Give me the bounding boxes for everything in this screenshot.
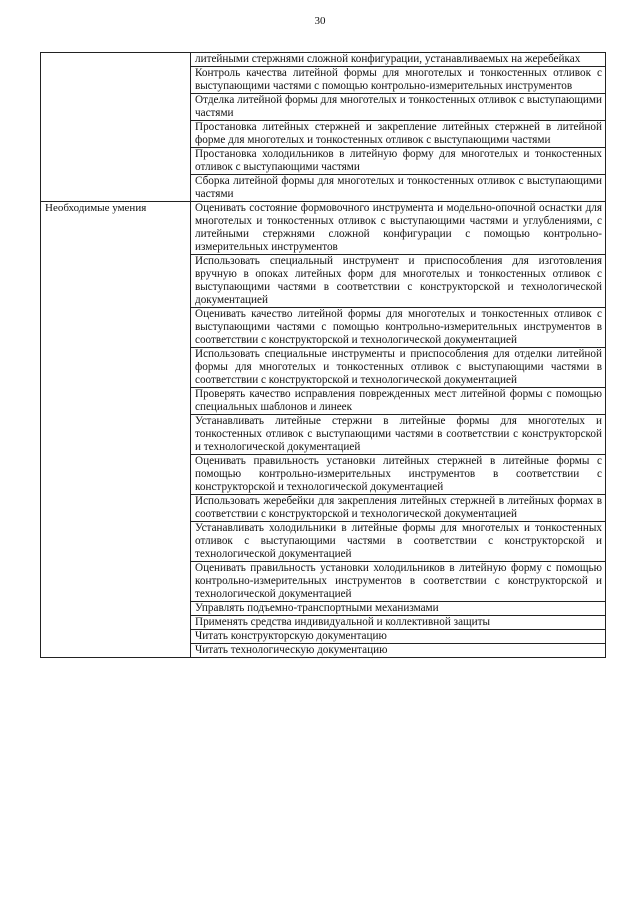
table-cell [191,522,606,562]
table-cell [191,455,606,495]
action-text: Сборка литейной формы для многотелых и тонкостенных отливок с выступающими частями [195,175,602,200]
skill-text: Управлять подъемно-транспортными механизмами [195,602,439,614]
skill-text: Читать технологическую документацию [195,644,388,656]
table-cell [191,616,606,630]
action-text: литейными стержнями сложной конфигурации, устанавливаемых на жеребейках [195,53,581,65]
skill-text: Использовать специальные инструменты и приспособления для отделки литейной формы для многотелых и тонкостенных отливок с выступающими частями в соответствии с конструкторской и технологической документацией [195,348,602,386]
page-number: 30 [314,15,326,27]
table-cell [191,415,606,455]
skill-text: Читать конструкторскую документацию [195,630,387,642]
skill-text: Проверять качество исправления поврежденных мест литейной формы с помощью специальных шаблонов и линеек [195,388,602,413]
skill-text: Использовать жеребейки для закрепления литейных стержней в литейных формах в соответствии с конструкторской и технологической документацией [195,495,602,520]
skill-text: Оценивать качество литейной формы для многотелых и тонкостенных отливок с выступающими частями с помощью контрольно-измерительных инструментов в соответствии с конструкторской и технологической документацией [195,308,602,346]
action-text: Простановка литейных стержней и закрепление литейных стержней в литейной форме для многотелых и тонкостенных отливок с выступающими частями [195,121,602,146]
table-cell [191,175,606,202]
table-cell [191,53,606,67]
table-cell [191,67,606,94]
skill-text: Оценивать правильность установки литейных стержней в литейные формы с помощью контрольно-измерительных инструментов в соответствии с конструкторской и технологической документацией [195,455,602,493]
skill-text: Применять средства индивидуальной и коллективной защиты [195,616,491,628]
skill-text: Оценивать правильность установки холодильников в литейную форму с помощью контрольно-измерительных инструментов в соответствии с конструкторской и технологической документацией [195,562,602,600]
table-cell [191,348,606,388]
skill-text: Устанавливать литейные стержни в литейные формы для многотелых и тонкостенных отливок с выступающими частями в соответствии с конструкторской и технологической документацией [195,415,602,453]
skill-text: Устанавливать холодильники в литейные формы для многотелых и тонкостенных отливок с выступающими частями в соответствии с конструкторской и технологической документацией [195,522,602,560]
table-row [41,53,606,67]
table-cell [191,121,606,148]
action-text: Отделка литейной формы для многотелых и тонкостенных отливок с выступающими частями [195,94,602,119]
table-cell [191,602,606,616]
table-cell [191,202,606,255]
table-row [41,202,606,255]
table-cell [191,148,606,175]
table-cell [191,562,606,602]
table-cell [191,308,606,348]
action-text: Простановка холодильников в литейную форму для многотелых и тонкостенных отливок с выступающими частями [195,148,602,173]
table-cell [191,495,606,522]
table-cell [191,94,606,121]
skills-label: Необходимые умения [45,202,147,214]
skills-label-cell [41,202,191,658]
table-cell [191,388,606,415]
table-cell [191,644,606,658]
competency-table [40,52,606,658]
skill-text: Оценивать состояние формовочного инструмента и модельно-опочной оснастки для многотелых и тонкостенных отливок с выступающими частями и углублениями, с литейными стержнями сложной конфигурации с помощью контрольно-измерительных инструментов [195,202,602,253]
table-cell [191,630,606,644]
skill-text: Использовать специальный инструмент и приспособления для изготовления вручную в опоках литейных форм для многотелых и тонкостенных отливок с выступающими частями в соответствии с конструкторской и технологической документацией [195,255,602,306]
action-text: Контроль качества литейной формы для многотелых и тонкостенных отливок с выступающими частями с помощью контрольно-измерительных инструментов [195,67,602,92]
label-cell-empty [41,53,191,202]
table-cell [191,255,606,308]
